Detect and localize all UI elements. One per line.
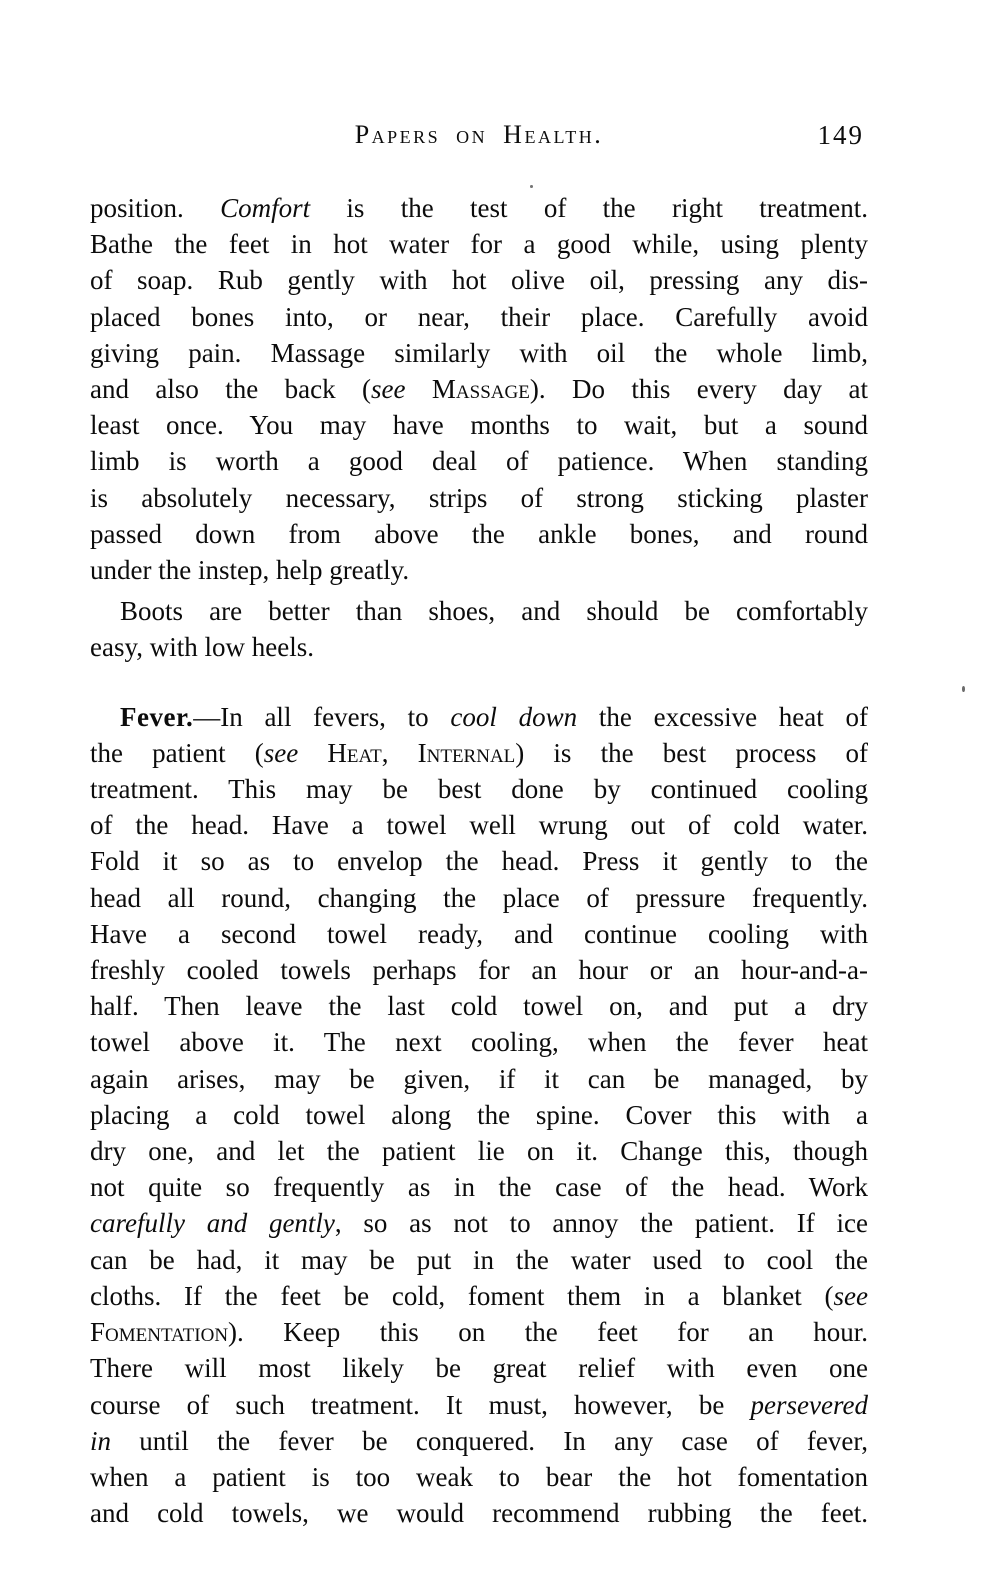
text-line: [90, 516, 868, 552]
page-number: 149: [817, 120, 864, 150]
text-line: [90, 1387, 868, 1423]
text-segment: the patient (: [90, 737, 264, 768]
text-segment: treatment. This may be best done by continued cooling: [90, 774, 868, 805]
text-segment: is the test of the right treatment.: [310, 193, 868, 223]
text-segment: passed down from above the ankle bones, and round: [90, 518, 868, 549]
text-line: [90, 843, 868, 879]
text-segment: position.: [90, 193, 221, 223]
text-line: [90, 699, 868, 735]
text-line: [90, 735, 868, 771]
text-line: [90, 1024, 868, 1060]
text-segment: Bathe the feet in hot water for a good while, using plenty: [90, 229, 868, 260]
text-segment: towel above it. The next cooling, when the fever heat: [90, 1027, 868, 1058]
text-segment: again arises, may be given, if it can be managed, by: [90, 1063, 868, 1094]
text-line: [90, 407, 868, 443]
text-segment: least once. You may have months to wait, but a sound: [90, 410, 868, 441]
text-segment: Boots are better than shoes, and should be comfortably: [120, 596, 868, 627]
text-line: [90, 916, 868, 952]
text-line: [90, 629, 868, 665]
page-title: Papers on Health.: [354, 120, 604, 149]
text-line: [90, 1278, 868, 1314]
italic-text: see: [833, 1280, 868, 1311]
text-line: [90, 335, 868, 371]
text-line: [90, 1459, 868, 1495]
italic-text: persevered: [750, 1389, 868, 1420]
text-segment: cloths. If the feet be cold, foment them in a blanket (: [90, 1280, 834, 1311]
text-segment: when a patient is too weak to bear the hot fomentation: [90, 1461, 868, 1492]
smallcaps-text: Massage: [431, 374, 530, 405]
text-segment: easy, with low heels.: [90, 632, 314, 663]
page-header: [90, 118, 868, 152]
text-segment: placing a cold towel along the spine. Cover this with a: [90, 1099, 868, 1130]
text-segment: Fold it so as to envelop the head. Press it gently to the: [90, 846, 868, 877]
text-segment: There will most likely be great relief with even one: [90, 1353, 868, 1384]
text-segment: until the fever be conquered. In any case of fever,: [111, 1425, 868, 1456]
text-segment: limb is worth a good deal of patience. When standing: [90, 446, 868, 477]
text-line: [90, 552, 868, 588]
italic-text: Comfort: [220, 193, 311, 223]
text-line: [90, 299, 868, 335]
text-line: [90, 1242, 868, 1278]
text-segment: giving pain. Massage similarly with oil the whole limb,: [90, 337, 868, 368]
text-line: [90, 1350, 868, 1386]
italic-text: cool down: [450, 701, 578, 732]
text-column: [90, 118, 868, 1531]
text-segment: of soap. Rub gently with hot olive oil, pressing any dis-: [90, 265, 868, 296]
smallcaps-text: Fomentation: [90, 1317, 229, 1348]
text-segment: under the instep, help greatly.: [90, 555, 410, 586]
text-line: [90, 593, 868, 629]
text-segment: freshly cooled towels perhaps for an hour or an hour-and-a-: [90, 955, 868, 986]
text-segment: placed bones into, or near, their place. Carefully avoid: [90, 301, 868, 332]
text-segment: , so as not to annoy the patient. If ice: [334, 1208, 868, 1239]
italic-text: see: [263, 737, 299, 768]
text-segment: [406, 374, 432, 404]
text-segment: half. Then leave the last cold towel on, and put a dry: [90, 991, 868, 1022]
text-line: [90, 480, 868, 516]
text-line: [90, 807, 868, 843]
text-line: [90, 443, 868, 479]
text-line: [90, 988, 868, 1024]
italic-text: see: [371, 374, 406, 405]
italic-text: carefully and gently: [90, 1208, 335, 1239]
text-segment: not quite so frequently as in the case of the head. Work: [90, 1172, 868, 1203]
text-segment: Have a second towel ready, and continue cooling with: [90, 918, 868, 949]
text-segment: ). Do this every day at: [529, 374, 868, 405]
text-line: [90, 1061, 868, 1097]
text-segment: course of such treatment. It must, however, be: [90, 1389, 751, 1420]
text-line: [90, 1169, 868, 1205]
text-segment: ) is the best process of: [515, 737, 868, 768]
text-line: [90, 1097, 868, 1133]
text-segment: —In all fevers, to: [193, 701, 451, 732]
text-segment: is absolutely necessary, strips of strong sticking plaster: [90, 482, 868, 513]
text-line: [90, 771, 868, 807]
text-segment: [298, 738, 327, 768]
text-line: [90, 262, 868, 298]
text-segment: and also the back (: [90, 374, 372, 405]
text-segment: head all round, changing the place of pressure frequently.: [90, 882, 868, 913]
text-line: [90, 1314, 868, 1350]
text-block: [90, 190, 868, 1531]
text-line: [90, 880, 868, 916]
section-heading-text: Fever.: [120, 701, 194, 732]
text-line: [90, 1133, 868, 1169]
text-segment: ). Keep this on the feet for an hour.: [228, 1317, 868, 1348]
text-segment: and cold towels, we would recommend rubbing the feet.: [90, 1498, 868, 1529]
scan-speck: [962, 686, 965, 692]
text-line: [90, 1423, 868, 1459]
smallcaps-text: Heat, Internal: [327, 737, 516, 768]
text-line: [90, 952, 868, 988]
text-line: [90, 371, 868, 407]
text-line: [90, 190, 868, 226]
text-segment: of the head. Have a towel well wrung out of cold water.: [90, 810, 868, 841]
text-segment: can be had, it may be put in the water used to cool the: [90, 1244, 868, 1275]
text-segment: dry one, and let the patient lie on it. Change this, though: [90, 1136, 868, 1167]
text-line: [90, 1205, 868, 1241]
italic-text: in: [90, 1425, 112, 1456]
text-segment: the excessive heat of: [577, 701, 869, 732]
text-line: [90, 226, 868, 262]
text-line: [90, 1495, 868, 1531]
